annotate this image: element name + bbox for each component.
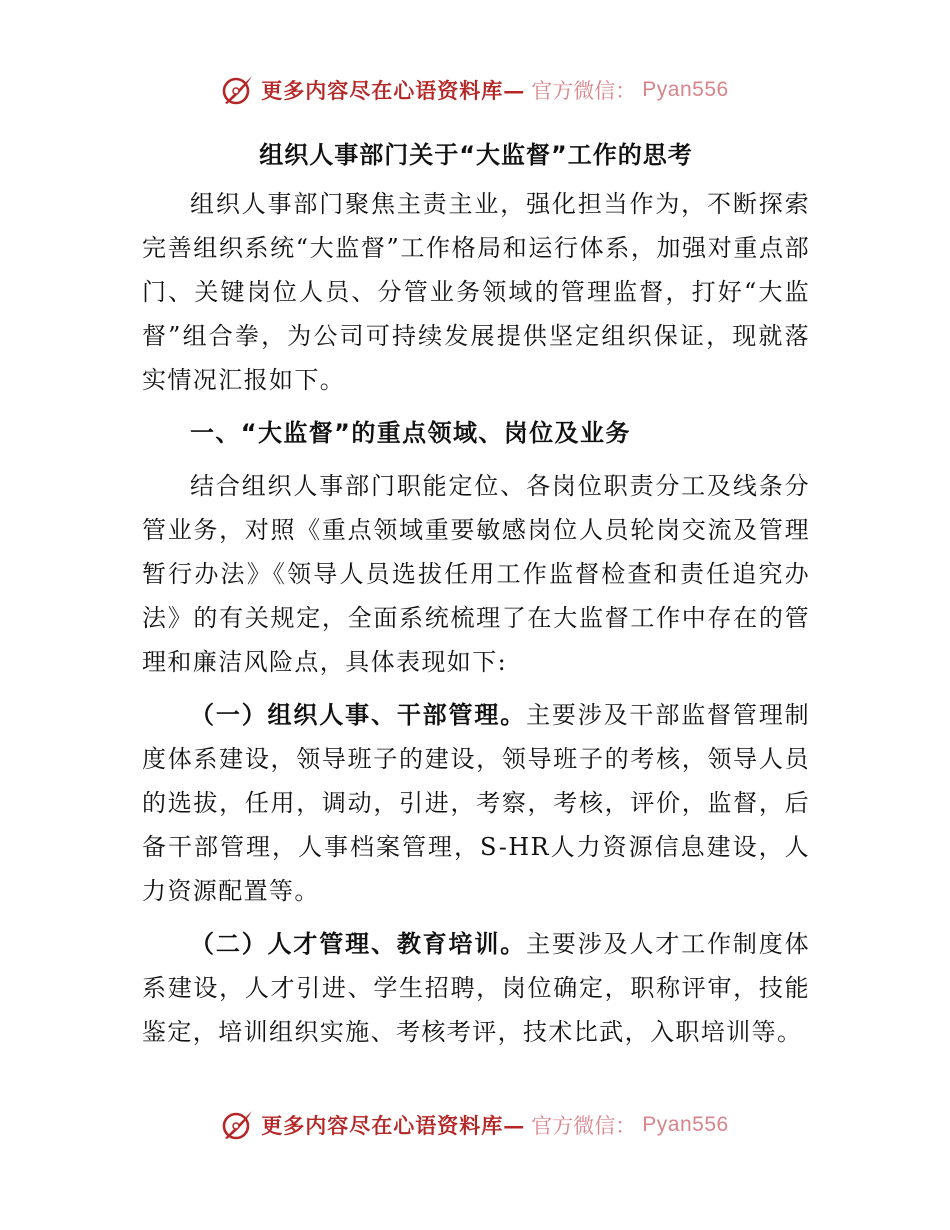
item-1-lead: （一）组织人事、干部管理。 xyxy=(190,701,527,729)
quill-logo-icon xyxy=(221,1108,255,1142)
watermark-wechat-label: 官方微信： xyxy=(531,79,637,103)
item-1-paragraph xyxy=(142,693,810,913)
document-body xyxy=(142,133,810,1063)
item-2-body: 主要涉及人才工作制度体系建设，人才引进、学生招聘，岗位确定，职称评审，技能鉴定，培训组织实施、考核考评，技术比武，入职培训等。 xyxy=(142,930,810,1046)
item-1-body: 主要涉及干部监督管理制度体系建设，领导班子的建设，领导班子的考核，领导人员的选拔，任用，调动，引进，考察，考核，评价，监督，后备干部管理，人事档案管理，S-HR人力资源信息建设，人力资源配置等。 xyxy=(142,701,810,905)
watermark-main-text: 更多内容尽在心语资料库— xyxy=(261,78,526,103)
intro-paragraph: 组织人事部门聚焦主责主业，强化担当作为，不断探索完善组织系统“大监督”工作格局和运行体系，加强对重点部门、关键岗位人员、分管业务领域的管理监督，打好“大监督”组合拳，为公司可持续发展提供坚定组织保证，现就落实情况汇报如下。 xyxy=(142,190,810,394)
watermark-wechat-id: Pyan556 xyxy=(642,1113,729,1136)
watermark-wechat-label: 官方微信： xyxy=(531,1114,637,1138)
watermark-main-text: 更多内容尽在心语资料库— xyxy=(261,1113,526,1138)
item-2-lead: （二）人才管理、教育培训。 xyxy=(190,930,527,958)
section-1-paragraph: 结合组织人事部门职能定位、各岗位职责分工及线条分管业务，对照《重点领域重要敏感岗位人员轮岗交流及管理暂行办法》《领导人员选拔任用工作监督检查和责任追究办法》的有关规定，全面系统梳理了在大监督工作中存在的管理和廉洁风险点，具体表现如下: xyxy=(142,472,810,676)
section-1-heading: 一、“大监督”的重点领域、岗位及业务 xyxy=(190,419,631,447)
item-2-paragraph xyxy=(142,922,810,1054)
watermark-wechat-id: Pyan556 xyxy=(642,78,729,101)
watermark-banner-bottom xyxy=(0,1105,950,1145)
quill-logo-icon xyxy=(221,73,255,107)
watermark-banner-top xyxy=(0,70,950,110)
document-title: 组织人事部门关于“大监督”工作的思考 xyxy=(259,141,693,169)
